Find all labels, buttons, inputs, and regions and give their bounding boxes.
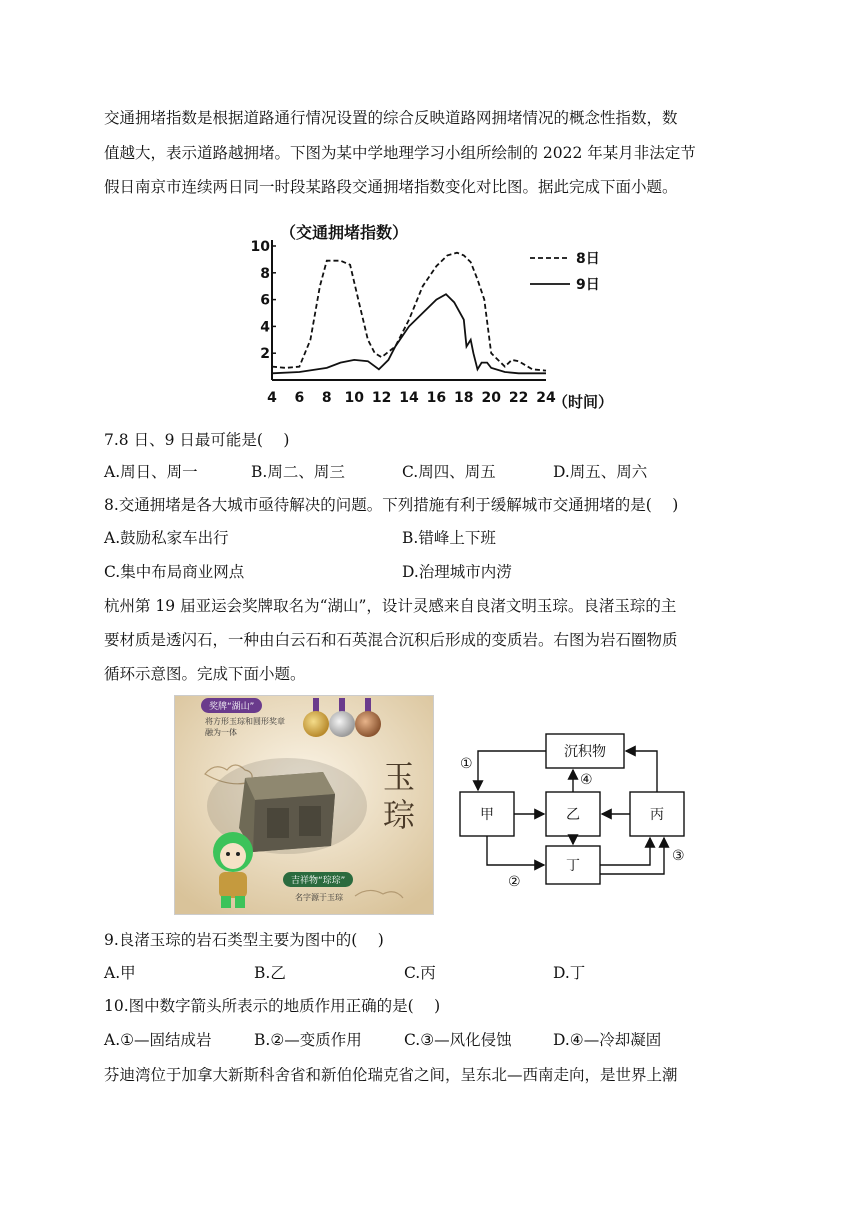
q9-option-b[interactable]: B.乙 [254, 964, 286, 982]
jade-cong-title: 玉琮 [383, 758, 416, 834]
ding-label: 丁 [566, 858, 580, 874]
q10-option-a[interactable]: A.①—固结成岩 [104, 1031, 212, 1049]
q7-option-d[interactable]: D.周五、周六 [553, 463, 648, 481]
x-tick-label: 10 [344, 390, 364, 406]
intro2-line1: 杭州第 19 届亚运会奖牌取名为“湖山”，设计灵感来自良渚文明玉琮。良渚玉琮的主 [104, 597, 677, 615]
q7-stem: 7.8 日、9 日最可能是( ) [104, 431, 290, 449]
arrow-4-label: ④ [580, 772, 593, 788]
y-tick-label: 10 [250, 239, 270, 255]
sediment-label: 沉积物 [564, 744, 606, 760]
chart-axes [272, 240, 546, 380]
mascot-name-badge: 吉祥物“琮琮” [283, 872, 353, 887]
intro2-line3: 循环示意图。完成下面小题。 [104, 665, 306, 683]
series-line-1 [272, 253, 546, 371]
q8-option-d[interactable]: D.治理城市内涝 [402, 563, 512, 581]
q10-stem: 10.图中数字箭头所表示的地质作用正确的是( ) [104, 997, 441, 1015]
intro1-line1: 交通拥堵指数是根据道路通行情况设置的综合反映道路网拥堵情况的概念性指数，数 [104, 109, 678, 127]
y-tick-label: 6 [260, 292, 270, 309]
q9-option-c[interactable]: C.丙 [404, 964, 436, 982]
x-tick-label: 14 [399, 390, 419, 406]
x-tick-label: 8 [321, 390, 332, 406]
rock-cycle-diagram [448, 716, 698, 906]
chart-legend [530, 251, 600, 293]
q7-option-a[interactable]: A.周日、周一 [104, 463, 198, 481]
q8-option-a[interactable]: A.鼓励私家车出行 [104, 529, 229, 547]
asian-games-medal-photo [174, 695, 434, 915]
q10-option-b[interactable]: B.②—变质作用 [254, 1031, 362, 1049]
mascot-caption: 名字源于玉琮 [295, 893, 343, 902]
arrow-2-label: ② [508, 874, 521, 890]
x-tick-label: 12 [371, 390, 392, 406]
series-line-2 [272, 294, 546, 373]
q8-stem: 8.交通拥堵是各大城市亟待解决的问题。下列措施有利于缓解城市交通拥堵的是( ) [104, 496, 679, 514]
q7-option-b[interactable]: B.周二、周三 [251, 463, 345, 481]
intro2-line2: 要材质是透闪石，一种由白云石和石英混合沉积后形成的变质岩。右图为岩石圈物质 [104, 631, 678, 649]
x-tick-label: 22 [508, 390, 529, 406]
chart-title: （交通拥堵指数） [280, 223, 409, 242]
x-tick-label: 4 [267, 390, 277, 406]
q10-option-d[interactable]: D.④—冷却凝固 [553, 1031, 662, 1049]
jia-label: 甲 [480, 807, 494, 823]
x-tick-label: 6 [294, 390, 305, 406]
q9-stem: 9.良渚玉琮的岩石类型主要为图中的( ) [104, 931, 384, 949]
traffic-index-chart [250, 212, 630, 418]
y-tick-label: 8 [260, 265, 270, 282]
arrow-3-label: ③ [672, 848, 685, 864]
y-tick-label: 4 [260, 319, 270, 336]
q9-option-d[interactable]: D.丁 [553, 964, 586, 982]
intro1-line2: 值越大，表示道路越拥堵。下图为某中学地理学习小组所绘制的 2022 年某月非法定节 [104, 144, 696, 162]
x-tick-label: 24 [536, 390, 556, 406]
legend-label: 9日 [576, 277, 600, 293]
chart-series [272, 253, 546, 374]
q10-option-c[interactable]: C.③—风化侵蚀 [404, 1031, 512, 1049]
bing-label: 丙 [650, 807, 664, 823]
y-tick-label: 2 [260, 346, 270, 363]
x-tick-label: 16 [426, 390, 447, 406]
chart-xlabel: （时间） [553, 393, 614, 411]
intro1-line3: 假日南京市连续两日同一时段某路段交通拥堵指数变化对比图。据此完成下面小题。 [104, 178, 678, 196]
intro3-line1: 芬迪湾位于加拿大新斯科舍省和新伯伦瑞克省之间，呈东北—西南走向，是世界上潮 [104, 1066, 678, 1084]
q8-option-b[interactable]: B.错峰上下班 [402, 529, 496, 547]
arrow-1-label: ① [460, 756, 473, 772]
medal-name-badge: 奖牌“湖山” [201, 698, 262, 713]
legend-label: 8日 [576, 251, 600, 267]
q7-option-c[interactable]: C.周四、周五 [402, 463, 496, 481]
q9-option-a[interactable]: A.甲 [104, 964, 136, 982]
x-tick-label: 20 [481, 390, 501, 406]
medal-caption: 将方形玉琮和圆形奖章融为一体 [205, 717, 285, 737]
jade-cong-image [239, 772, 335, 852]
yi-label: 乙 [566, 807, 580, 823]
q8-option-c[interactable]: C.集中布局商业网点 [104, 563, 245, 581]
x-tick-label: 18 [454, 390, 474, 406]
